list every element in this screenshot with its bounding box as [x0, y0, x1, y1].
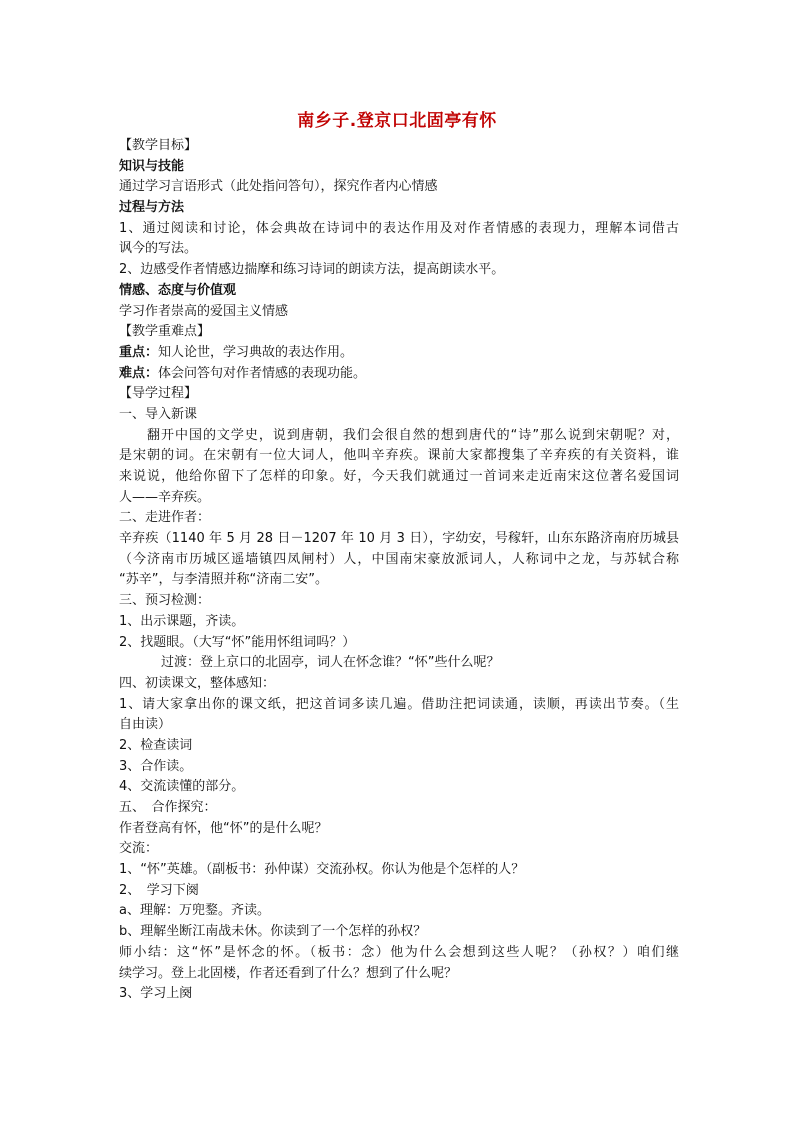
section-header: 【导学过程】	[119, 386, 198, 402]
step-header: 三、预习检测：	[119, 593, 211, 609]
paragraph-line: 辛弃疾（1140 年 5 月 28 日－1207 年 10 月 3 日），字幼安，号稼轩，山东东路济南府历城县	[119, 531, 679, 547]
paragraph-line: 师小结：这“怀”是怀念的怀。（板书：念）他为什么会想到这些人呢？（孙权？）咱们继	[119, 944, 679, 960]
paragraph-line: “苏辛”，与李清照并称“济南二安”。	[119, 572, 328, 588]
paragraph-line: 4、交流读懂的部分。	[119, 779, 245, 795]
paragraph-line: 3、学习上阕	[119, 986, 193, 1002]
paragraph-line: b、理解坐断江南战未休。你读到了一个怎样的孙权？	[119, 924, 427, 940]
difficulty-text: 体会问答句对作者情感的表现功能。	[158, 365, 367, 381]
paragraph-line: 过渡：登上京口的北固亭，词人在怀念谁？“怀”些什么呢？	[161, 655, 500, 671]
key-label: 重点：	[119, 344, 159, 360]
paragraph-line: 2、 学习下阕	[119, 882, 199, 898]
paragraph-line: 作者登高有怀，他“怀”的是什么呢？	[119, 820, 328, 836]
paragraph-line: 交流：	[119, 841, 159, 857]
paragraph-line: 3、合作读。	[119, 758, 193, 774]
section-header: 【教学重难点】	[119, 324, 211, 340]
paragraph-line: 1、通过阅读和讨论，体会典故在诗词中的表达作用及对作者情感的表现力，理解本词借古	[119, 220, 679, 236]
key-point-line	[119, 343, 679, 364]
paragraph-line: 1、请大家拿出你的课文纸，把这首词多读几遍。借助注把词读通，读顺，再读出节奏。（生	[119, 696, 679, 712]
key-text: 知人论世，学习典故的表达作用。	[158, 344, 354, 360]
subsection-header: 知识与技能	[119, 158, 185, 174]
paragraph-line: 自由读）	[119, 717, 172, 733]
difficulty-label: 难点：	[119, 365, 159, 381]
step-header: 五、 合作探究：	[119, 800, 217, 815]
paragraph-line: 2、找题眼。（大写“怀”能用怀组词吗？）	[119, 634, 356, 650]
paragraph-line: （今济南市历城区遥墙镇四凤闸村）人，中国南宋豪放派词人，人称词中之龙，与苏轼合称	[119, 551, 679, 567]
step-header: 二、走进作者：	[119, 510, 211, 526]
paragraph-line: 翻开中国的文学史，说到唐朝，我们会很自然的想到唐代的“诗”那么说到宋朝呢？对，	[147, 427, 679, 443]
difficulty-line	[119, 364, 679, 385]
step-header: 一、导入新课	[119, 406, 198, 422]
paragraph-line: 2、边感受作者情感边揣摩和练习诗词的朗读方法，提高朗读水平。	[119, 262, 505, 278]
paragraph-line: 学习作者崇高的爱国主义情感	[119, 303, 289, 319]
paragraph-line: a、理解：万兜鍪。齐读。	[119, 903, 270, 919]
paragraph-line: 1、出示课题，齐读。	[119, 613, 245, 629]
document-title: 南乡子.登京口北固亭有怀	[297, 111, 497, 131]
paragraph-line: 1、“怀”英雄。（副板书：孙仲谋）交流孙权。你认为他是个怎样的人？	[119, 862, 525, 878]
paragraph-line: 通过学习言语形式（此处指问答句），探究作者内心情感	[119, 179, 438, 195]
paragraph-line: 是宋朝的词。在宋朝有一位大词人，他叫辛弃疾。课前大家都搜集了辛弃疾的有关资料，谁	[119, 448, 679, 464]
paragraph-line: 人——辛弃疾。	[119, 489, 211, 505]
paragraph-line: 续学习。登上北固楼，作者还看到了什么？想到了什么呢？	[119, 965, 458, 981]
paragraph-line: 2、检查读词	[119, 737, 193, 753]
document-body	[119, 136, 679, 1005]
section-header: 【教学目标】	[119, 138, 198, 153]
subsection-header: 过程与方法	[119, 200, 185, 216]
paragraph-line: 讽今的写法。	[119, 241, 198, 257]
subsection-header: 情感、态度与价值观	[119, 282, 237, 298]
step-header: 四、初读课文，整体感知：	[119, 675, 276, 691]
paragraph-line: 来说说，他给你留下了怎样的印象。好，今天我们就通过一首词来走近南宋这位著名爱国词	[119, 469, 679, 484]
